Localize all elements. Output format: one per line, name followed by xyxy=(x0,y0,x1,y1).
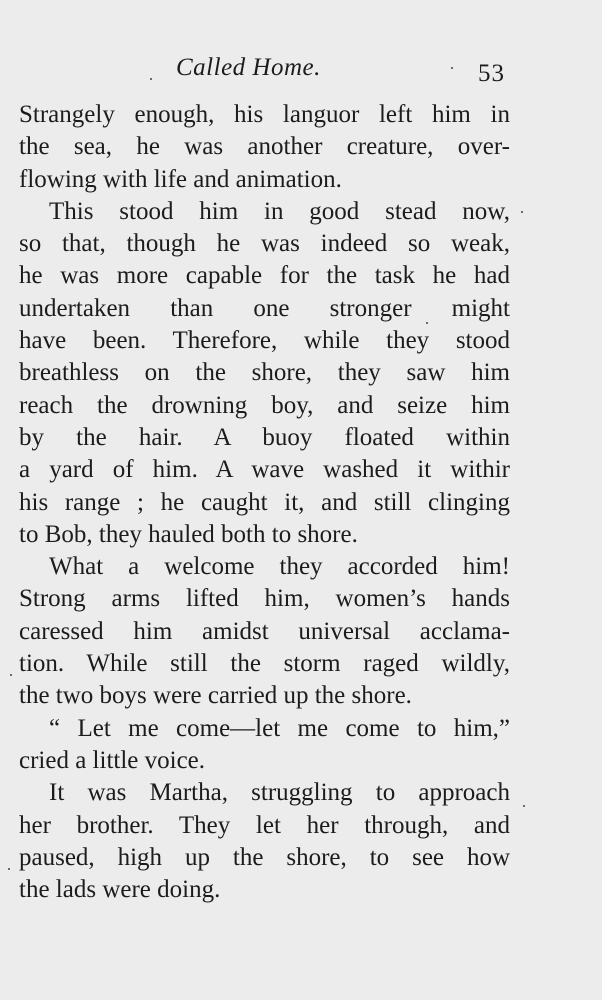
running-title: Called Home. xyxy=(176,54,321,81)
text-line: undertaken than one stronger might xyxy=(19,294,510,322)
text-line: Strangely enough, his languor left him in xyxy=(19,101,510,128)
text-line: “ Let me come—let me come to him,” xyxy=(49,714,510,742)
text-line: flowing with life and animation. xyxy=(19,165,342,193)
running-head xyxy=(0,50,602,90)
print-speck xyxy=(451,67,453,69)
text-line: the lads were doing. xyxy=(19,876,221,904)
page-number: 53 xyxy=(478,60,505,87)
print-speck xyxy=(523,805,525,807)
text-line: This stood him in good stead now, xyxy=(49,197,510,225)
text-line: breathless on the shore, they saw him xyxy=(19,359,510,387)
text-line: paused, high up the shore, to see how xyxy=(19,843,510,871)
text-line: his range ; he caught it, and still clinging xyxy=(19,488,510,516)
print-speck xyxy=(8,868,10,870)
text-line: What a welcome they accorded him! xyxy=(49,553,510,581)
text-line: have been. Therefore, while they stood xyxy=(19,327,510,355)
text-line: caressed him amidst universal acclama- xyxy=(19,617,510,645)
text-line: It was Martha, struggling to approach xyxy=(49,779,510,807)
text-line: cried a little voice. xyxy=(19,746,206,774)
body-text xyxy=(19,99,510,906)
text-line: Strong arms lifted him, women’s hands xyxy=(19,585,510,613)
print-speck xyxy=(150,78,152,80)
text-line: her brother. They let her through, and xyxy=(19,811,510,839)
print-speck xyxy=(10,674,12,676)
text-line: a yard of him. A wave washed it withir xyxy=(19,456,510,484)
text-line: he was more capable for the task he had xyxy=(19,262,510,290)
text-line: the two boys were carried up the shore. xyxy=(19,682,412,710)
text-line: the sea, he was another creature, over- xyxy=(19,133,510,161)
text-line: so that, though he was indeed so weak, xyxy=(19,230,510,258)
text-line: by the hair. A buoy floated within xyxy=(19,423,510,451)
text-line: to Bob, they hauled both to shore. xyxy=(19,520,358,548)
text-line: tion. While still the storm raged wildly, xyxy=(19,650,510,678)
print-speck xyxy=(521,211,523,213)
text-line: reach the drowning boy, and seize him xyxy=(19,391,510,419)
print-speck xyxy=(426,322,428,324)
